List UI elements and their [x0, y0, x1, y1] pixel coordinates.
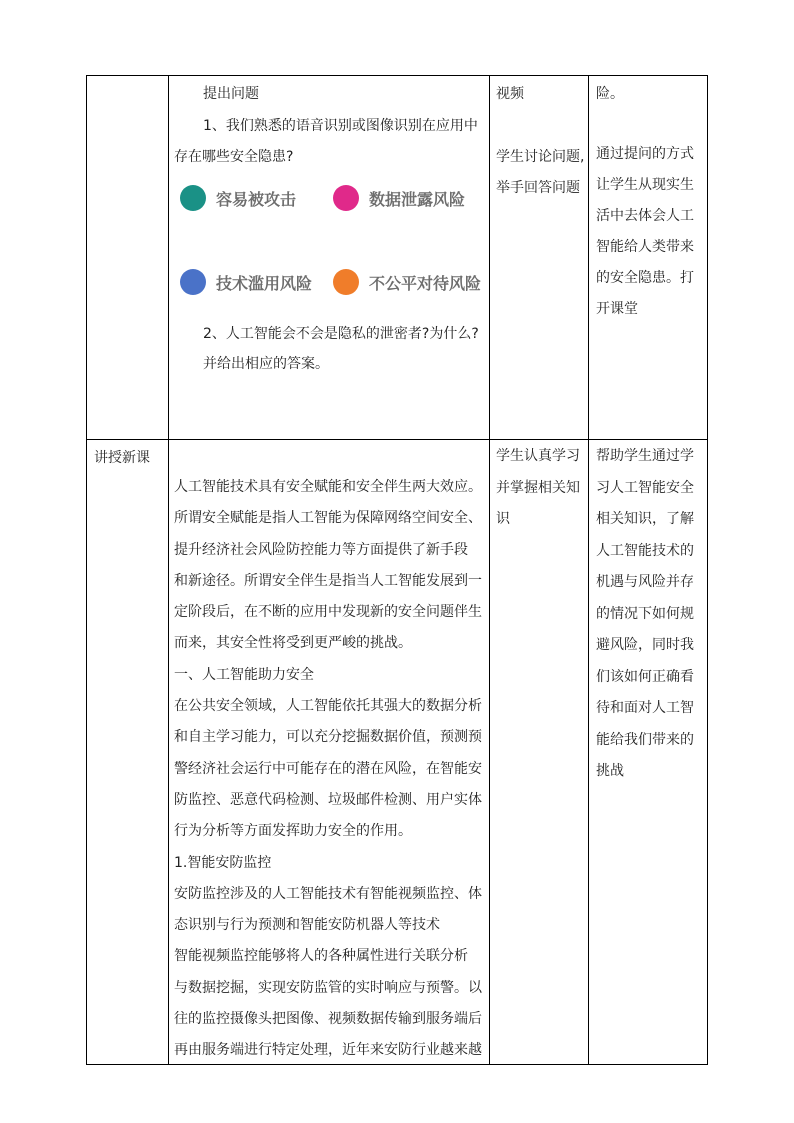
table-left-border: [86, 75, 87, 1065]
question-heading: 提出问题: [203, 86, 259, 102]
student-activity-line: 并掌握相关知: [496, 479, 580, 496]
content-line: 警经济社会运行中可能存在的潜在风险，在智能安: [174, 760, 482, 777]
column-divider-1: [168, 75, 169, 1065]
lecture-content: [174, 472, 482, 1067]
intent-line: 能给我们带来的: [596, 731, 694, 748]
student-activity-line: 视频: [496, 86, 524, 102]
risk-item-abuse: [180, 269, 312, 295]
intent-text-row2: [596, 441, 694, 788]
risk-item-data-leak: [333, 185, 465, 211]
blue-circle-icon: [180, 269, 206, 295]
intent-line: 让学生从现实生: [596, 177, 694, 193]
orange-circle-icon: [333, 269, 359, 295]
content-line: 态识别与行为预测和智能安防机器人等技术: [174, 917, 440, 934]
question-1-line-2: 存在哪些安全隐患?: [174, 149, 294, 165]
risk-label: 不公平对待风险: [369, 273, 482, 293]
intent-line: 活中去体会人工: [596, 208, 694, 224]
risk-label: 技术滥用风险: [216, 273, 313, 293]
intent-line: 习人工智能安全: [596, 479, 694, 496]
content-line: 与数据挖掘，实现安防监管的实时响应与预警。以: [174, 979, 482, 996]
intent-line: 相关知识，了解: [596, 511, 694, 527]
column-divider-3: [588, 75, 589, 1065]
content-line: 定阶段后，在不断的应用中发现新的安全问题伴生: [174, 604, 482, 621]
risk-item-attack: [180, 185, 296, 211]
content-line: 再由服务端进行特定处理，近年来安防行业越来越: [174, 1042, 482, 1059]
student-activity-line: 举手回答问题: [496, 180, 580, 196]
risk-label: 数据泄露风险: [369, 189, 466, 209]
intent-line: 机遇与风险并存: [596, 574, 694, 590]
intent-line: 的安全隐患。打: [596, 270, 694, 286]
intent-line: 们该如何正确看: [596, 668, 694, 685]
intent-line: 智能给人类带来: [596, 239, 694, 255]
student-activity-line: 识: [496, 511, 510, 527]
intent-line: 帮助学生通过学: [596, 448, 694, 464]
content-line: 在公共安全领域，人工智能依托其强大的数据分析: [174, 698, 482, 715]
question-2-line-2: 并给出相应的答案。: [203, 356, 329, 372]
intent-text-row1: [596, 139, 694, 325]
teal-circle-icon: [180, 185, 206, 211]
student-activity-line: 学生认真学习: [496, 448, 580, 464]
intent-first-line: 险。: [596, 86, 624, 102]
risk-label: 容易被攻击: [216, 189, 297, 209]
content-line: 安防监控涉及的人工智能技术有智能视频监控、体: [174, 885, 482, 902]
intent-line: 人工智能技术的: [596, 542, 694, 559]
content-line: 防监控、恶意代码检测、垃圾邮件检测、用户实体: [174, 791, 482, 808]
content-line: 提升经济社会风险防控能力等方面提供了新手段: [174, 541, 468, 558]
question-2-line-1: 2、人工智能会不会是隐私的泄密者?为什么?: [203, 326, 479, 342]
student-activity-row2: [496, 441, 580, 536]
content-line: 行为分析等方面发挥助力安全的作用。: [174, 823, 412, 840]
table-top-border: [86, 75, 708, 76]
question-1-line-1: 1、我们熟悉的语音识别或图像识别在应用中: [203, 118, 478, 134]
subsection-heading: 1.智能安防监控: [174, 854, 272, 871]
magenta-circle-icon: [333, 185, 359, 211]
section-heading: 一、人工智能助力安全: [174, 666, 314, 683]
table-right-border: [707, 75, 708, 1065]
intent-line: 避风险，同时我: [596, 637, 694, 653]
content-line: 人工智能技术具有安全赋能和安全伴生两大效应。: [174, 479, 482, 495]
stage-label: 讲授新课: [94, 450, 150, 466]
student-activity-line: 学生讨论问题,: [496, 149, 585, 165]
column-divider-2: [489, 75, 490, 1065]
content-line: 和自主学习能力，可以充分挖掘数据价值，预测预: [174, 729, 482, 746]
row-divider: [86, 439, 708, 440]
intent-line: 待和面对人工智: [596, 700, 694, 716]
intent-line: 开课堂: [596, 301, 638, 317]
content-line: 智能视频监控能够将人的各种属性进行关联分析: [174, 948, 468, 965]
intent-line: 通过提问的方式: [596, 146, 694, 162]
intent-line: 挑战: [596, 763, 624, 779]
content-line: 往的监控摄像头把图像、视频数据传输到服务端后: [174, 1011, 482, 1028]
content-line: 所谓安全赋能是指人工智能为保障网络空间安全、: [174, 510, 482, 527]
content-line: 和新途径。所谓安全伴生是指当人工智能发展到一: [174, 572, 482, 589]
content-line: 而来，其安全性将受到更严峻的挑战。: [174, 635, 412, 652]
intent-line: 的情况下如何规: [596, 605, 694, 622]
risk-item-unfair: [333, 269, 481, 295]
